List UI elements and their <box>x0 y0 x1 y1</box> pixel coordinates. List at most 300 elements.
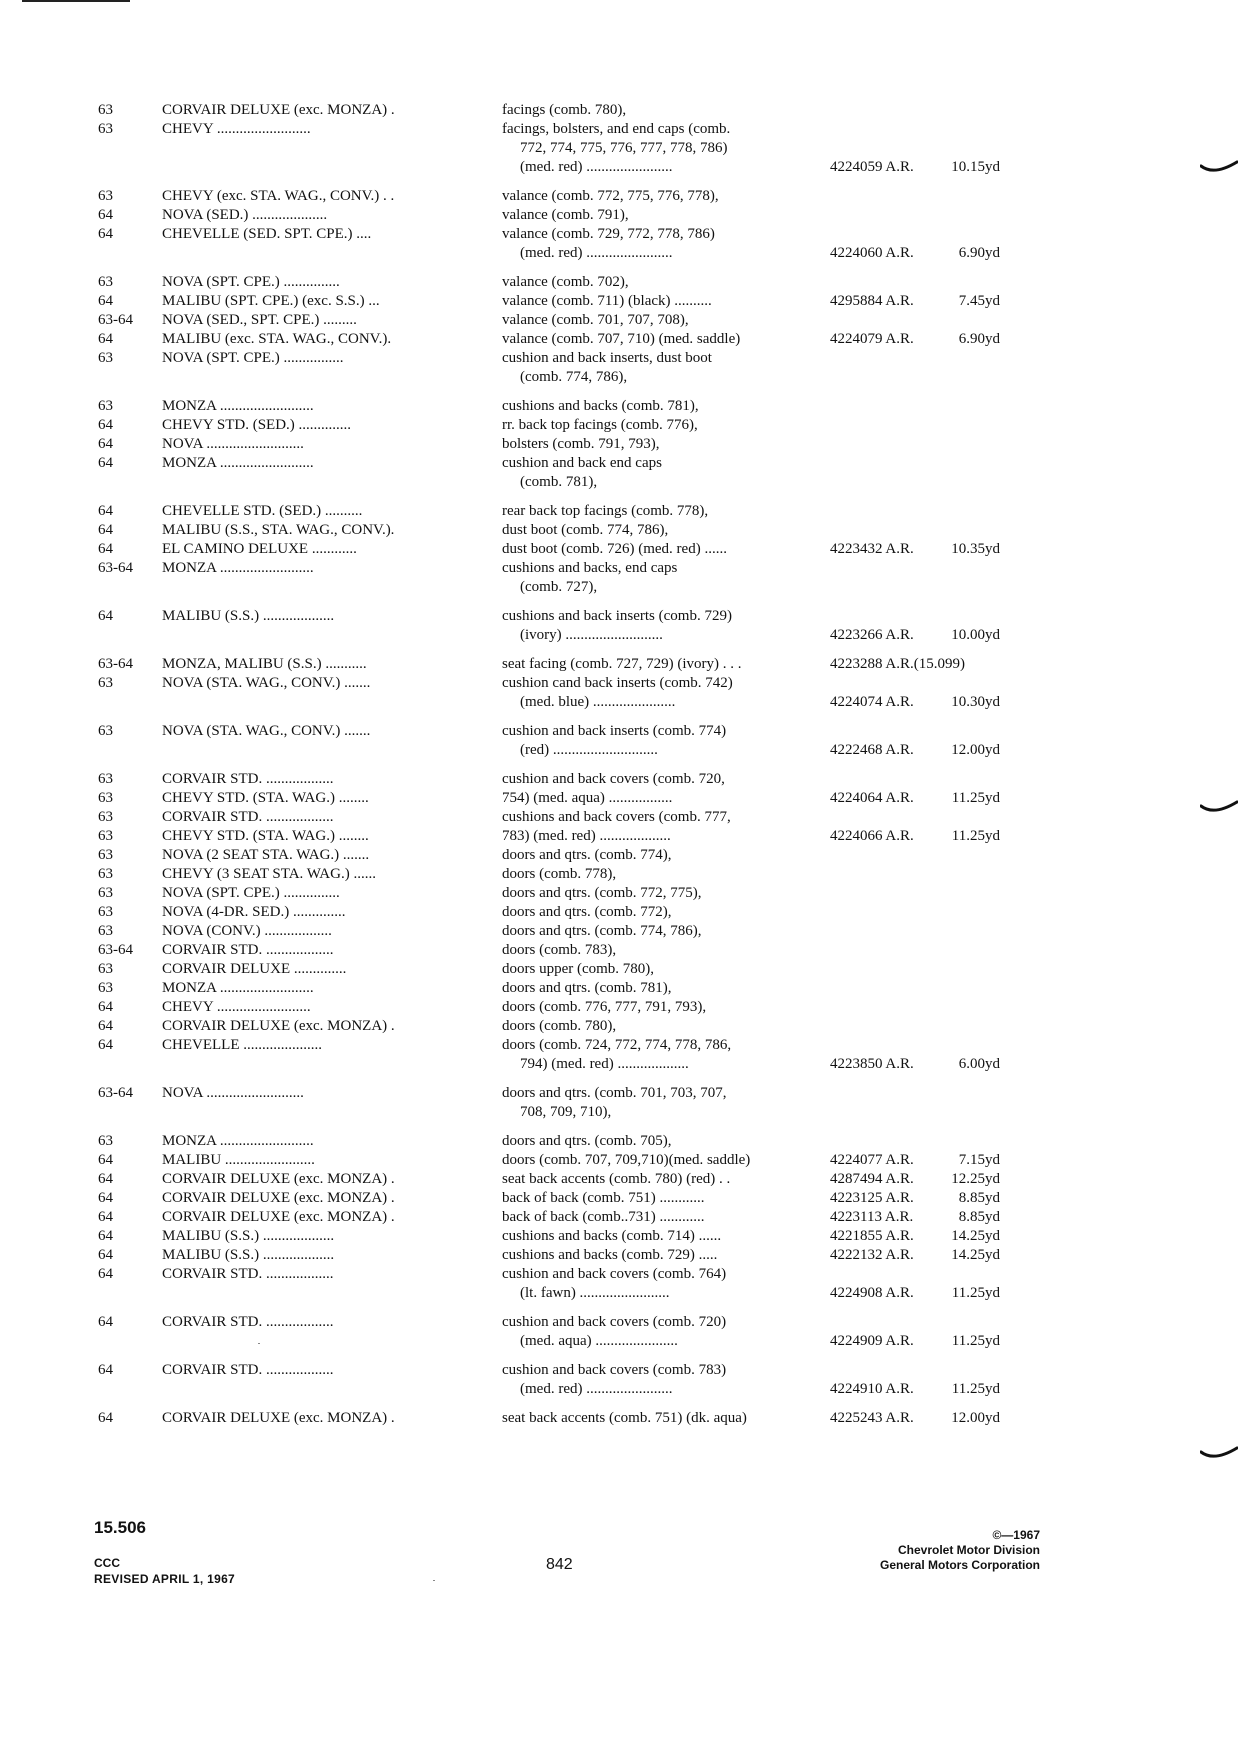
description-line <box>502 693 1018 712</box>
model-year: 64 <box>98 207 113 223</box>
model-year: 63-64 <box>98 942 133 958</box>
table-row <box>98 540 1018 559</box>
model-name: MONZA ......................... <box>162 560 314 576</box>
yardage <box>942 368 1000 387</box>
model-name: MALIBU (S.S.) ................... <box>162 1247 335 1263</box>
model-name: NOVA (STA. WAG., CONV.) ....... <box>162 675 371 691</box>
model-name: MONZA ......................... <box>162 455 314 471</box>
trim-description: doors and qtrs. (comb. 774, 786), <box>502 923 702 939</box>
trim-description: doors and qtrs. (comb. 772, 775), <box>502 885 702 901</box>
description-line <box>502 206 1018 225</box>
table-row <box>98 846 1018 865</box>
table-row <box>98 292 1018 311</box>
table-row <box>98 1409 1018 1428</box>
description-line <box>502 846 1018 865</box>
model-name: NOVA (STA. WAG., CONV.) ....... <box>162 723 371 739</box>
description-line <box>502 473 1018 492</box>
model-year: 64 <box>98 1037 113 1053</box>
table-row <box>98 1265 1018 1303</box>
description-line <box>502 770 1018 789</box>
table-row <box>98 827 1018 846</box>
check-mark-icon <box>1200 1446 1238 1460</box>
part-number <box>830 1132 942 1151</box>
part-number <box>830 397 942 416</box>
row-spacer <box>98 1123 1018 1132</box>
model-name: CHEVY STD. (SED.) .............. <box>162 417 352 433</box>
description-line <box>502 884 1018 903</box>
description-line <box>502 1084 1018 1103</box>
trim-description: doors (comb. 783), <box>502 942 617 958</box>
table-row <box>98 789 1018 808</box>
part-number <box>830 998 942 1017</box>
model-year: 63 <box>98 274 113 290</box>
description-line <box>502 1189 1018 1208</box>
yardage <box>942 674 1000 693</box>
description-line <box>502 521 1018 540</box>
yardage <box>942 416 1000 435</box>
scan-speck <box>433 1580 435 1581</box>
yardage: 14.25yd <box>951 1228 1000 1244</box>
description-line <box>502 397 1018 416</box>
part-number <box>830 225 942 244</box>
trim-description: seat back accents (comb. 780) (red) . . <box>502 1171 731 1187</box>
description-line <box>502 454 1018 473</box>
yardage <box>942 187 1000 206</box>
model-year: 64 <box>98 226 113 242</box>
table-row <box>98 187 1018 206</box>
model-year: 63 <box>98 809 113 825</box>
description-line <box>502 578 1018 597</box>
model-name: MALIBU (SPT. CPE.) (exc. S.S.) ... <box>162 293 380 309</box>
trim-description: 783) (med. red) ................... <box>502 828 671 844</box>
part-number: 4224910 A.R. <box>830 1381 914 1397</box>
trim-description: valance (comb. 707, 710) (med. saddle) <box>502 331 741 347</box>
row-spacer <box>98 493 1018 502</box>
description-line <box>502 626 1018 645</box>
description-line <box>502 1332 1018 1351</box>
table-row <box>98 607 1018 645</box>
part-number: 4224909 A.R. <box>830 1333 914 1349</box>
trim-description: valance (comb. 772, 775, 776, 778), <box>502 188 719 204</box>
trim-description: (med. red) ....................... <box>520 245 673 261</box>
trim-description: seat back accents (comb. 751) (dk. aqua) <box>502 1410 747 1426</box>
table-row <box>98 521 1018 540</box>
model-name: CHEVY ......................... <box>162 999 311 1015</box>
trim-description: cushion and back inserts, dust boot <box>502 350 712 366</box>
model-year: 63-64 <box>98 312 133 328</box>
trim-description: cushion and back inserts (comb. 774) <box>502 723 727 739</box>
part-number: 4224908 A.R. <box>830 1285 914 1301</box>
yardage <box>942 578 1000 597</box>
model-name: MALIBU (S.S.) ................... <box>162 608 335 624</box>
model-year: 64 <box>98 1190 113 1206</box>
table-row <box>98 1084 1018 1122</box>
model-year: 64 <box>98 1247 113 1263</box>
trim-description: (med. aqua) ...................... <box>520 1333 678 1349</box>
yardage <box>942 311 1000 330</box>
part-number: 4224074 A.R. <box>830 694 914 710</box>
trim-description: (ivory) .......................... <box>520 627 663 643</box>
model-name: CHEVY (3 SEAT STA. WAG.) ...... <box>162 866 376 882</box>
trim-description: cushion and back covers (comb. 764) <box>502 1266 727 1282</box>
model-year: 63 <box>98 961 113 977</box>
table-row <box>98 502 1018 521</box>
yardage <box>942 1017 1000 1036</box>
table-row <box>98 559 1018 597</box>
table-row <box>98 770 1018 789</box>
yardage <box>942 722 1000 741</box>
row-spacer <box>98 178 1018 187</box>
trim-description: facings, bolsters, and end caps (comb. <box>502 121 731 137</box>
yardage <box>942 903 1000 922</box>
trim-description: doors and qtrs. (comb. 772), <box>502 904 672 920</box>
table-row <box>98 1170 1018 1189</box>
trim-description: cushion and back covers (comb. 720) <box>502 1314 727 1330</box>
part-number <box>830 607 942 626</box>
yardage: 6.90yd <box>958 331 1000 347</box>
trim-description: dust boot (comb. 726) (med. red) ...... <box>502 541 727 557</box>
yardage <box>942 884 1000 903</box>
model-name: NOVA (SPT. CPE.) ............... <box>162 274 340 290</box>
description-line <box>502 559 1018 578</box>
description-line <box>502 1170 1018 1189</box>
model-name: NOVA (2 SEAT STA. WAG.) ....... <box>162 847 370 863</box>
part-number <box>830 884 942 903</box>
description-line <box>502 1103 1018 1122</box>
trim-description: doors (comb. 778), <box>502 866 617 882</box>
model-name: CORVAIR DELUXE .............. <box>162 961 347 977</box>
model-year: 64 <box>98 1171 113 1187</box>
trim-description: (comb. 781), <box>520 474 598 490</box>
yardage <box>942 655 1000 674</box>
model-year: 64 <box>98 503 113 519</box>
description-line <box>502 1265 1018 1284</box>
model-name: CHEVELLE (SED. SPT. CPE.) .... <box>162 226 372 242</box>
model-year: 63 <box>98 771 113 787</box>
description-line <box>502 941 1018 960</box>
model-year: 64 <box>98 1209 113 1225</box>
description-line <box>502 273 1018 292</box>
model-name: CHEVY STD. (STA. WAG.) ........ <box>162 828 369 844</box>
table-row <box>98 674 1018 712</box>
trim-description: cushion cand back inserts (comb. 742) <box>502 675 733 691</box>
trim-description: (comb. 727), <box>520 579 598 595</box>
division-name: Chevrolet Motor Division <box>897 1543 1040 1557</box>
table-row <box>98 397 1018 416</box>
part-number: 4225243 A.R. <box>830 1410 914 1426</box>
yardage: 10.00yd <box>951 627 1000 643</box>
model-name: NOVA (SED., SPT. CPE.) ......... <box>162 312 357 328</box>
yardage: 11.25yd <box>951 1333 1000 1349</box>
yardage <box>942 960 1000 979</box>
row-spacer <box>98 1075 1018 1084</box>
row-spacer <box>98 1400 1018 1409</box>
trim-description: doors and qtrs. (comb. 781), <box>502 980 672 996</box>
table-row <box>98 808 1018 827</box>
yardage: 10.35yd <box>951 541 1000 557</box>
part-number <box>830 187 942 206</box>
table-row <box>98 454 1018 492</box>
yardage <box>942 225 1000 244</box>
yardage <box>942 1084 1000 1103</box>
row-spacer <box>98 1352 1018 1361</box>
model-year: 63 <box>98 188 113 204</box>
model-year: 63 <box>98 1133 113 1149</box>
model-name: NOVA (CONV.) .................. <box>162 923 332 939</box>
description-line <box>502 960 1018 979</box>
trim-description: valance (comb. 729, 772, 778, 786) <box>502 226 715 242</box>
part-number: 4224064 A.R. <box>830 790 914 806</box>
model-name: MALIBU ........................ <box>162 1152 315 1168</box>
yardage: 8.85yd <box>958 1190 1000 1206</box>
description-line <box>502 865 1018 884</box>
check-mark-icon <box>1200 160 1238 174</box>
description-line <box>502 139 1018 158</box>
description-line <box>502 435 1018 454</box>
part-number: 4223850 A.R. <box>830 1056 914 1072</box>
trim-description: (med. red) ....................... <box>520 1381 673 1397</box>
part-number <box>830 722 942 741</box>
trim-description: cushion and back covers (comb. 720, <box>502 771 725 787</box>
part-number <box>830 311 942 330</box>
yardage <box>942 120 1000 139</box>
table-row <box>98 416 1018 435</box>
description-line <box>502 922 1018 941</box>
table-row <box>98 311 1018 330</box>
table-row <box>98 865 1018 884</box>
trim-description: 794) (med. red) ................... <box>520 1056 689 1072</box>
trim-description: 772, 774, 775, 776, 777, 778, 786) <box>520 140 728 156</box>
yardage <box>942 206 1000 225</box>
table-row <box>98 1227 1018 1246</box>
part-number: 4223288 A.R.(15.099) <box>830 656 965 672</box>
model-year: 64 <box>98 1228 113 1244</box>
table-row <box>98 435 1018 454</box>
description-line <box>502 349 1018 368</box>
description-line <box>502 998 1018 1017</box>
model-year: 64 <box>98 999 113 1015</box>
model-name: MALIBU (exc. STA. WAG., CONV.). <box>162 331 392 347</box>
top-rule <box>22 0 130 2</box>
model-name: CHEVY STD. (STA. WAG.) ........ <box>162 790 369 806</box>
trim-description: rear back top facings (comb. 778), <box>502 503 709 519</box>
yardage: 10.30yd <box>951 694 1000 710</box>
table-row <box>98 922 1018 941</box>
description-line <box>502 607 1018 626</box>
part-number <box>830 349 942 368</box>
trim-description: 708, 709, 710), <box>520 1104 612 1120</box>
trim-description: back of back (comb..731) ............ <box>502 1209 705 1225</box>
yardage: 7.45yd <box>958 293 1000 309</box>
yardage <box>942 435 1000 454</box>
table-row <box>98 884 1018 903</box>
model-name: CORVAIR STD. .................. <box>162 1266 334 1282</box>
yardage <box>942 922 1000 941</box>
model-year: 64 <box>98 1362 113 1378</box>
trim-description: facings (comb. 780), <box>502 102 627 118</box>
yardage <box>942 979 1000 998</box>
revised-date: REVISED APRIL 1, 1967 <box>94 1572 236 1586</box>
part-number <box>830 1265 942 1284</box>
trim-description: seat facing (comb. 727, 729) (ivory) . . . <box>502 656 742 672</box>
yardage <box>942 1313 1000 1332</box>
model-year: 64 <box>98 1018 113 1034</box>
yardage <box>942 941 1000 960</box>
table-row <box>98 1189 1018 1208</box>
model-year: 64 <box>98 541 113 557</box>
part-number <box>830 1103 942 1122</box>
table-row <box>98 1151 1018 1170</box>
part-number <box>830 368 942 387</box>
table-row <box>98 101 1018 120</box>
model-name: NOVA (4-DR. SED.) .............. <box>162 904 346 920</box>
model-year: 63 <box>98 828 113 844</box>
model-year: 63-64 <box>98 560 133 576</box>
description-line <box>502 1036 1018 1055</box>
part-number <box>830 865 942 884</box>
model-name: CHEVELLE STD. (SED.) .......... <box>162 503 363 519</box>
part-number <box>830 273 942 292</box>
part-number <box>830 559 942 578</box>
part-number <box>830 903 942 922</box>
description-line <box>502 808 1018 827</box>
part-number: 4221855 A.R. <box>830 1228 914 1244</box>
yardage <box>942 273 1000 292</box>
trim-description: doors (comb. 707, 709,710)(med. saddle) <box>502 1152 751 1168</box>
part-number: 4222468 A.R. <box>830 742 914 758</box>
row-spacer <box>98 264 1018 273</box>
yardage <box>942 607 1000 626</box>
model-name: CORVAIR DELUXE (exc. MONZA) . <box>162 1190 395 1206</box>
row-spacer <box>98 1304 1018 1313</box>
model-year: 63 <box>98 675 113 691</box>
part-number: 4295884 A.R. <box>830 293 914 309</box>
part-number <box>830 922 942 941</box>
yardage: 11.25yd <box>951 1381 1000 1397</box>
trim-description: (lt. fawn) ........................ <box>520 1285 670 1301</box>
yardage: 11.25yd <box>951 1285 1000 1301</box>
model-year: 64 <box>98 417 113 433</box>
trim-description: cushions and backs (comb. 781), <box>502 398 699 414</box>
model-year: 63 <box>98 102 113 118</box>
model-year: 63 <box>98 790 113 806</box>
model-year: 63 <box>98 904 113 920</box>
part-number: 4224077 A.R. <box>830 1152 914 1168</box>
trim-description: doors and qtrs. (comb. 774), <box>502 847 672 863</box>
yardage <box>942 1103 1000 1122</box>
description-line <box>502 1380 1018 1399</box>
model-year: 63-64 <box>98 656 133 672</box>
description-line <box>502 827 1018 846</box>
yardage <box>942 559 1000 578</box>
trim-description: rr. back top facings (comb. 776), <box>502 417 698 433</box>
description-line <box>502 330 1018 349</box>
part-number <box>830 435 942 454</box>
yardage <box>942 101 1000 120</box>
yardage <box>942 397 1000 416</box>
model-year: 64 <box>98 436 113 452</box>
trim-description: valance (comb. 702), <box>502 274 629 290</box>
model-name: MONZA ......................... <box>162 1133 314 1149</box>
yardage <box>942 998 1000 1017</box>
yardage: 14.25yd <box>951 1247 1000 1263</box>
table-row <box>98 225 1018 263</box>
table-row <box>98 655 1018 674</box>
part-number <box>830 941 942 960</box>
page-code: 15.506 <box>94 1518 146 1537</box>
model-year: 64 <box>98 455 113 471</box>
yardage <box>942 521 1000 540</box>
model-name: EL CAMINO DELUXE ............ <box>162 541 357 557</box>
table-row <box>98 349 1018 387</box>
description-line <box>502 1227 1018 1246</box>
part-number <box>830 1017 942 1036</box>
description-line <box>502 502 1018 521</box>
model-year: 63 <box>98 350 113 366</box>
description-line <box>502 741 1018 760</box>
model-name: CORVAIR DELUXE (exc. MONZA) . <box>162 1171 395 1187</box>
description-line <box>502 1151 1018 1170</box>
model-name: MONZA ......................... <box>162 980 314 996</box>
trim-description: (red) ............................ <box>520 742 658 758</box>
yardage <box>942 473 1000 492</box>
trim-description: dust boot (comb. 774, 786), <box>502 522 669 538</box>
row-spacer <box>98 598 1018 607</box>
model-year: 64 <box>98 608 113 624</box>
model-name: NOVA (SPT. CPE.) ............... <box>162 885 340 901</box>
part-number <box>830 674 942 693</box>
yardage <box>942 1036 1000 1055</box>
corporation-name: General Motors Corporation <box>879 1558 1040 1572</box>
part-number <box>830 1361 942 1380</box>
table-row <box>98 120 1018 177</box>
table-row <box>98 1208 1018 1227</box>
yardage <box>942 865 1000 884</box>
trim-description: cushion and back end caps <box>502 455 662 471</box>
model-name: NOVA .......................... <box>162 436 304 452</box>
yardage <box>942 1265 1000 1284</box>
model-name: CHEVY (exc. STA. WAG., CONV.) . . <box>162 188 395 204</box>
table-row <box>98 941 1018 960</box>
yardage <box>942 770 1000 789</box>
copyright-block <box>880 1528 1040 1573</box>
part-number: 4224059 A.R. <box>830 159 914 175</box>
model-year: 63-64 <box>98 1085 133 1101</box>
model-name: CORVAIR STD. .................. <box>162 809 334 825</box>
model-year: 63 <box>98 723 113 739</box>
description-line <box>502 292 1018 311</box>
part-number <box>830 1036 942 1055</box>
copyright-year: ©—1967 <box>992 1528 1040 1542</box>
part-number <box>830 960 942 979</box>
part-number <box>830 1313 942 1332</box>
part-number: 4223432 A.R. <box>830 541 914 557</box>
model-year: 64 <box>98 522 113 538</box>
model-year: 63 <box>98 121 113 137</box>
trim-description: (med. red) ....................... <box>520 159 673 175</box>
parts-listing <box>98 101 1018 1428</box>
yardage <box>942 1361 1000 1380</box>
part-number: 4223266 A.R. <box>830 627 914 643</box>
trim-description: (comb. 774, 786), <box>520 369 628 385</box>
model-year: 63 <box>98 847 113 863</box>
description-line <box>502 187 1018 206</box>
model-year: 64 <box>98 1314 113 1330</box>
part-number <box>830 979 942 998</box>
trim-description: cushions and back covers (comb. 777, <box>502 809 731 825</box>
description-line <box>502 1409 1018 1428</box>
model-year: 63 <box>98 866 113 882</box>
